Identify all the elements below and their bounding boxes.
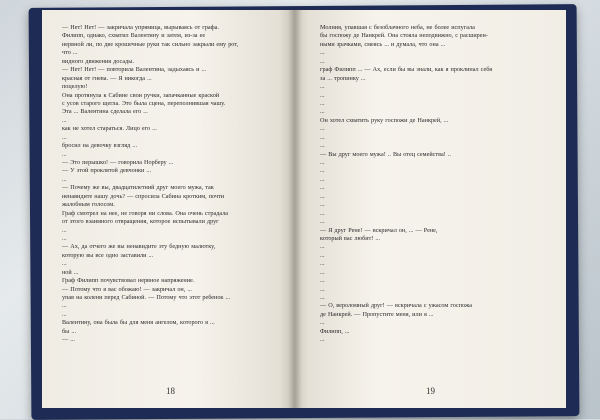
- right-page-line: ...: [320, 243, 325, 251]
- right-page-line: Филипп, ...: [320, 327, 350, 335]
- left-page-line: бы ...: [62, 327, 76, 335]
- left-page-line: от этого взаимного отвращения, которое испытывали друг: [62, 218, 219, 226]
- left-page-line: ненавидите нашу дочь? — спросила Сабина кротким, почти: [62, 192, 225, 200]
- left-page-line: Эта ... Валентина сделала его ...: [62, 108, 148, 116]
- left-page-line: ...: [62, 234, 67, 242]
- right-page: [294, 10, 566, 408]
- right-page-line: ...: [320, 167, 325, 175]
- left-page-line: с усов старого щегла. Это была сцена, переполнившая чашу.: [62, 99, 226, 107]
- left-page-line: ной ...: [62, 268, 79, 276]
- right-page-line: Он хотел схватить руку госпожи де Нанкрей, ...: [320, 116, 449, 124]
- left-page-line: ...: [62, 260, 67, 268]
- right-page-line: ...: [320, 192, 325, 200]
- left-page-line: ...: [62, 150, 67, 158]
- right-page-line: ...: [320, 201, 325, 209]
- left-page-line: бросил на девочку взгляд ...: [62, 142, 138, 150]
- right-page-line: ...: [320, 294, 325, 301]
- left-page-line: — Нет! Нет! — повторила Валентина, задыхаясь и ...: [62, 66, 207, 74]
- right-page-text: [320, 24, 542, 345]
- left-page-line: — ...: [62, 336, 75, 344]
- right-page-line: за ... тропинку ...: [320, 74, 366, 82]
- right-page-line: ...: [320, 125, 325, 133]
- right-page-line: ...: [320, 99, 325, 107]
- left-page-line: Она протянула к Сабине свои ручки, запачканные краской: [62, 91, 220, 99]
- left-page-line: ...: [62, 302, 67, 310]
- left-page-line: ...: [62, 310, 67, 318]
- left-page-line: что ...: [62, 49, 78, 57]
- left-page-number: 18: [166, 386, 175, 396]
- right-page-line: ...: [320, 175, 325, 183]
- left-page-line: ...: [62, 226, 67, 234]
- left-page-line: — Почему же вы, двадцатилетний друг моего мужа, так: [62, 184, 214, 192]
- right-page-line: ...: [320, 133, 325, 141]
- right-page-line: — Я друг Рене! — вскричал он, ... — Рене,: [320, 226, 438, 234]
- right-page-line: ...: [320, 57, 325, 65]
- right-page-line: ...: [320, 336, 325, 344]
- right-page-line: ...: [320, 83, 325, 91]
- right-page-line: ...: [320, 49, 325, 57]
- right-page-line: ...: [320, 142, 325, 150]
- right-page-line: ...: [320, 91, 325, 99]
- right-page-line: ...: [320, 260, 325, 268]
- right-page-line: ...: [320, 268, 325, 276]
- left-page-line: красная от гнева. — Я никогда ...: [62, 74, 152, 82]
- left-page-line: ...: [62, 116, 67, 124]
- left-page-line: ...: [62, 133, 67, 141]
- right-page-line: который вас любит! ...: [320, 234, 381, 242]
- left-page-line: — Потому что я вас обожаю! — закричал он, ...: [62, 285, 192, 293]
- left-page-line: как не хотел стараться. Лицо его ...: [62, 125, 157, 133]
- left-page-line: Валентину, она была бы для меня ангелом, которого я ...: [62, 319, 215, 327]
- left-page-line: нервной ли, по две крошечные руки так сильно закрыли ему рот,: [62, 40, 239, 48]
- right-page-line: ...: [320, 209, 325, 217]
- left-page-line: Граф Филипп почувствовал нервное напряжение.: [62, 277, 195, 285]
- left-page-line: поцелую!: [62, 83, 88, 91]
- left-page-line: Граф смотрел на нее, не говоря ни слова. Она очень страдала: [62, 209, 229, 217]
- right-page-line: ...: [320, 108, 325, 116]
- left-page-text: [62, 24, 270, 345]
- right-page-line: ...: [320, 319, 325, 327]
- left-page-line: жалобным голосом.: [62, 201, 115, 209]
- left-page-line: упав на колени перед Сабиной. — Потому что этот ребенок ...: [62, 294, 231, 301]
- right-page-line: ными зрачками, смеясь ... и думала, что она ...: [320, 40, 446, 48]
- right-page-line: ...: [320, 277, 325, 285]
- right-page-line: ...: [320, 251, 325, 259]
- right-page-number: 19: [426, 386, 435, 396]
- left-page-line: — Нет! Нет! — закричала упрямица, вырываясь от графа.: [62, 24, 219, 31]
- right-page-line: ...: [320, 184, 325, 192]
- left-page-line: Филипп, однако, схватил Валентину и затем, из-за ее: [62, 32, 206, 40]
- right-page-line: бы госпожу де Нанкрей. Она стояла неподвижно, с расширен-: [320, 32, 488, 40]
- right-page-line: ...: [320, 159, 325, 166]
- right-page-line: граф Филипп ... — Ах, если бы вы знали, как я проклинал себя: [320, 66, 493, 74]
- left-page-line: ...: [62, 175, 67, 183]
- left-page: [42, 10, 294, 408]
- right-page-line: — Вы друг моего мужа! .. Вы отец семейства! ..: [320, 150, 451, 158]
- right-page-line: ...: [320, 285, 325, 293]
- left-page-line: — Ах, да отчего же вы ненавидите эту бедную малютку,: [62, 243, 216, 251]
- right-page-line: ...: [320, 218, 325, 226]
- left-page-line: — У этой проклятой девчонки ...: [62, 167, 152, 175]
- left-page-line: которую вы все одно заставили ...: [62, 251, 154, 259]
- right-page-line: Молния, упавшая с безоблачного неба, не более испугала: [320, 24, 475, 31]
- book-gutter: [288, 10, 302, 408]
- right-page-line: де Нанкрей. — Пропустите меня, или я ...: [320, 310, 434, 318]
- right-page-line: — О, вероломный друг! — вскричала с ужасом госпожа: [320, 302, 472, 310]
- left-page-line: — Это перышко! — говорила Норберу ...: [62, 159, 174, 166]
- left-page-line: видного движения досады.: [62, 57, 134, 65]
